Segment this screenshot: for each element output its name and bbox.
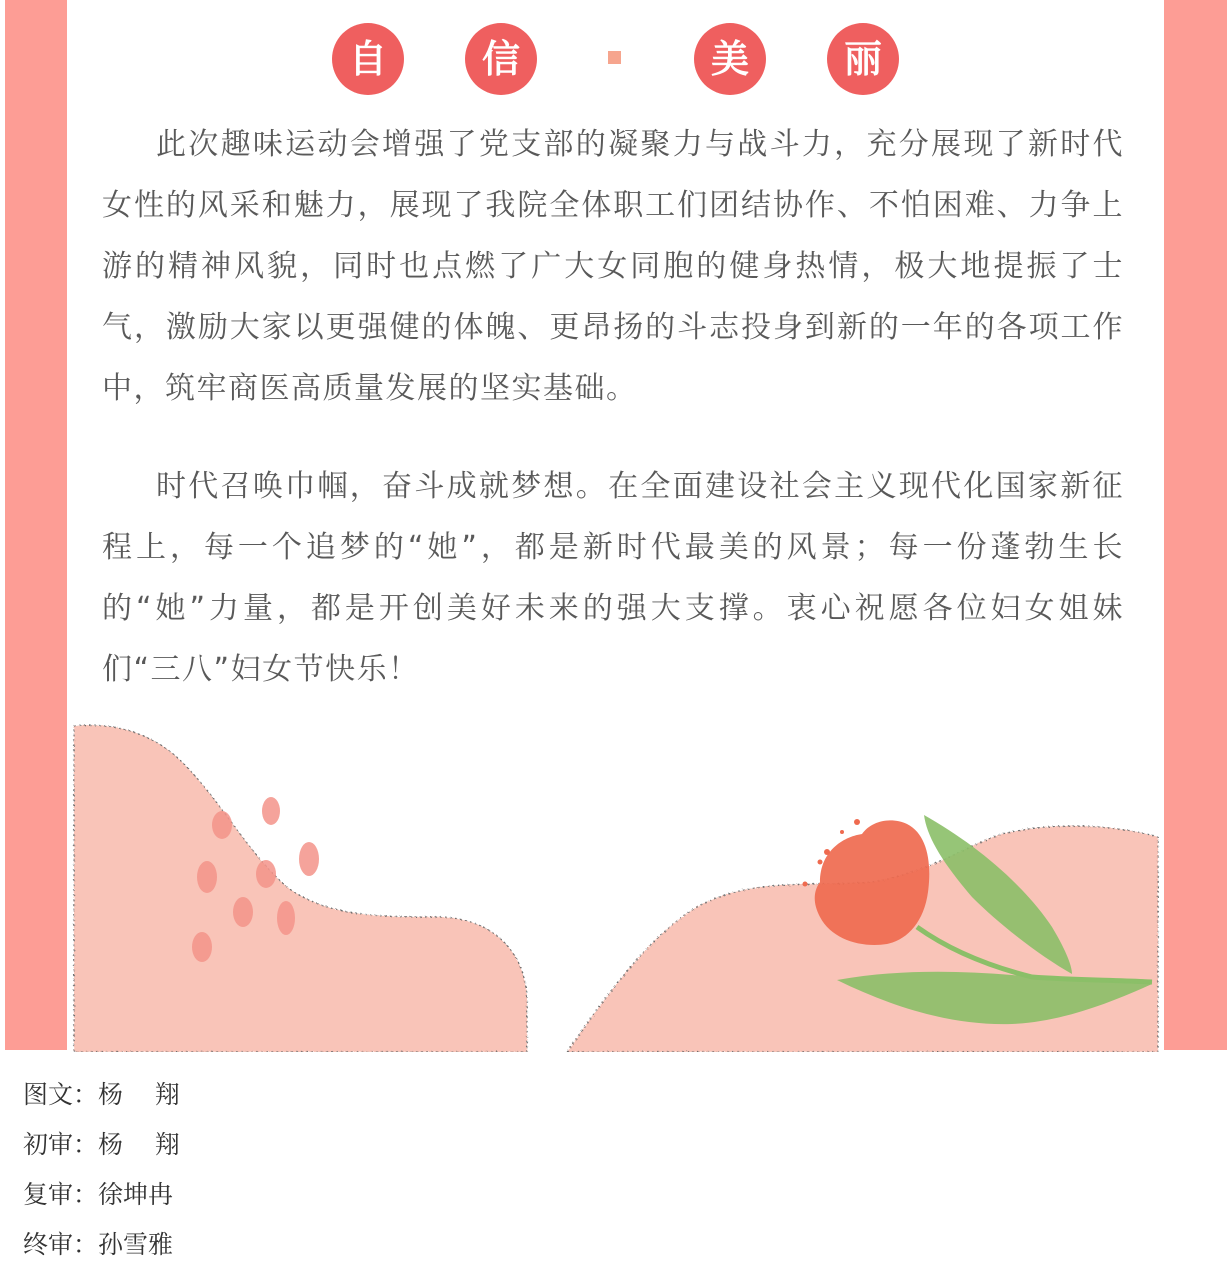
credits-block [23,1070,623,1270]
left-border-bar [5,0,67,1050]
flower-bud [815,820,930,945]
title-char-2: 信 [465,23,537,95]
body-paragraph-1: 此次趣味运动会增强了党支部的凝聚力与战斗力，充分展现了新时代女性的风采和魅力，展现了我院全体职工们团结协作、不怕困难、力争上游的精神风貌，同时也点燃了广大女同胞的健身热情，极大地提振了士气，激励大家以更强健的体魄、更昂扬的斗志投身到新的一年的各项工作中，筑牢商医高质量发展的坚实基础。 [102,127,1124,406]
title-char-4: 丽 [827,23,899,95]
decorative-illustration [72,712,1160,1052]
right-border-bar [1164,0,1227,1050]
credit-first-review: 初审：杨 翔 [23,1130,180,1159]
credit-final-review: 终审：孙雪雅 [23,1230,174,1259]
title-char-1: 自 [332,23,404,95]
title-separator-dot [608,51,621,64]
credit-author: 图文：杨 翔 [23,1080,180,1109]
credit-second-review: 复审：徐坤冉 [23,1180,174,1209]
body-paragraph-2: 时代召唤巾帼，奋斗成就梦想。在全面建设社会主义现代化国家新征程上，每一个追梦的“她”，都是新时代最美的风景；每一份蓬勃生长的“她”力量，都是开创美好未来的强大支撑。衷心祝愿各位妇女姐妹们“三八”妇女节快乐！ [102,469,1124,687]
left-pink-blob [74,725,527,1052]
section-title [0,23,1232,97]
title-char-3: 美 [694,23,766,95]
